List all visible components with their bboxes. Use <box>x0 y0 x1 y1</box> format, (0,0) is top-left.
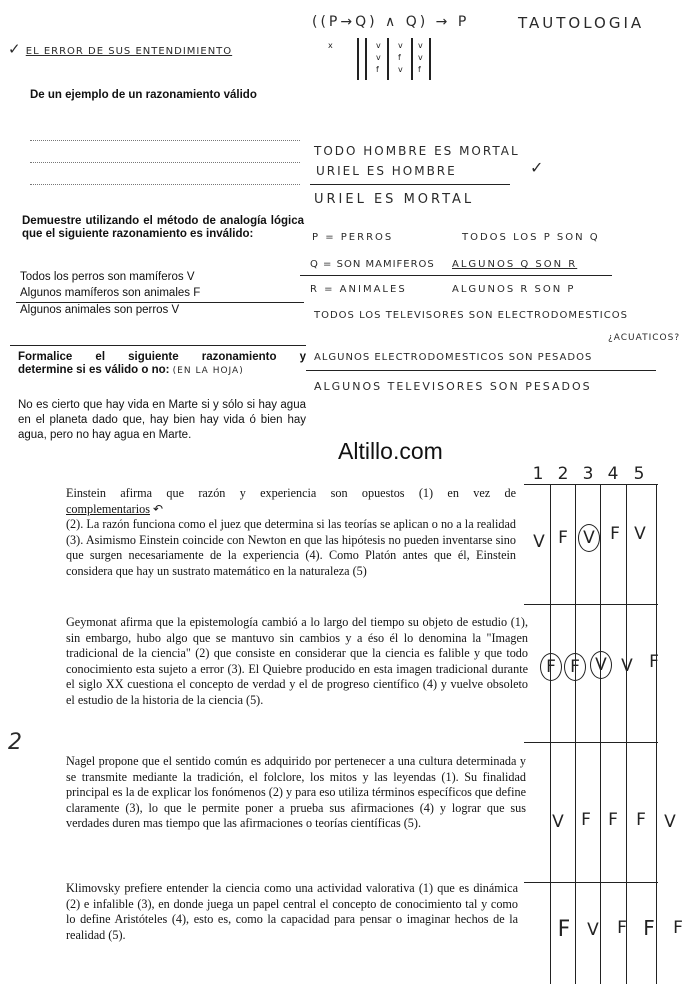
header-scribble: ✓ EL ERROR DE SUS ENTENDIMIENTO <box>8 40 233 58</box>
grid-rule <box>550 484 551 984</box>
svg-text:f: f <box>398 53 401 62</box>
q2-form1: TODOS LOS P SON Q <box>462 232 600 243</box>
column-header: 1 <box>532 464 544 484</box>
answer-cell: F <box>673 918 683 938</box>
q3-hand-note: (EN LA HOJA) <box>172 366 244 376</box>
answer-cell: V <box>552 812 564 832</box>
grid-rule <box>524 882 658 883</box>
watermark: Altillo.com <box>338 438 443 464</box>
q2-form2: ALGUNOS Q SON R <box>452 259 578 270</box>
q1-answer-line <box>30 162 300 163</box>
q2-conclusion: Algunos animales son perros V <box>20 304 180 316</box>
svg-text:f: f <box>376 65 379 74</box>
q2-def-r: R = ANIMALES <box>310 284 407 295</box>
q3-prompt: Formalice el siguiente razonamiento y determine si es válido o no: (EN LA HOJA) <box>18 351 306 376</box>
statement-einstein: Einstein afirma que razón y experiencia son opuestos (1) en vez de complementarios ↶ (2). La razón funciona como el juez que determina si las teorías se aplican o no a la realidad (3). Asimismo Einstein coincide con Newton en que las hipótesis no pueden inventarse sino que surgen necesariamente de la experiencia (4). Como Platón antes que él, Einstein considera que hay un sustrato matemático en la naturaleza (5) <box>66 486 516 578</box>
svg-text:v: v <box>376 41 381 50</box>
answer-cell: F <box>558 528 568 548</box>
answer-cell: F <box>608 810 618 830</box>
grid-rule <box>524 484 658 485</box>
svg-text:v: v <box>398 65 403 74</box>
q1-hand-underline <box>310 184 510 185</box>
arrow-icon: ↶ <box>152 501 164 516</box>
answer-cell: F <box>540 653 562 681</box>
q2-def-q: Q = SON MAMIFEROS <box>310 259 435 270</box>
answer-cell: F <box>557 917 571 942</box>
answer-cell: V <box>634 524 646 544</box>
grid-rule <box>524 742 658 743</box>
q2-analogy2: ALGUNOS ELECTRODOMESTICOS SON PESADOS <box>314 352 593 363</box>
svg-text:v: v <box>376 53 381 62</box>
svg-text:v: v <box>398 41 403 50</box>
answer-cell: F <box>636 810 646 830</box>
statement-nagel: Nagel propone que el sentido común es adquirido por pertenecer a una cultura determinada y se transmite mediante la tradición, el folclore, los mitos y las leyendas (1). Su finalidad principal es la de explicar los fonómenos (2) y para eso utiliza términos específicos que define claramente (3), lo que le permite poner a prueba sus afirmaciones (4) y lograr que sus verdades duren mas tiempo que las afirmaciones o teorías científicas (5). <box>66 754 526 831</box>
answer-cell: F <box>649 652 659 672</box>
q2-analogy1: TODOS LOS TELEVISORES SON ELECTRODOMESTICOS <box>314 310 628 321</box>
header-tautology: TAUTOLOGIA <box>518 14 645 32</box>
grid-rule <box>656 484 657 984</box>
answer-cell: V <box>621 656 633 676</box>
q2-premise2: Algunos mamíferos son animales F <box>20 287 201 299</box>
q1-hand-conclusion: URIEL ES MORTAL <box>314 192 475 207</box>
grid-rule <box>575 484 576 984</box>
answer-cell: F <box>610 524 620 544</box>
q2-analogy1-note: ¿ACUATICOS? <box>608 333 681 343</box>
q3-top-rule <box>10 345 306 346</box>
answer-cell: F <box>581 810 591 830</box>
checkmark-icon: ✓ <box>530 158 546 177</box>
checkmark-icon: ✓ <box>8 40 22 58</box>
svg-text:v: v <box>418 41 423 50</box>
svg-text:x: x <box>328 41 333 50</box>
q2-prompt: Demuestre utilizando el método de analogía lógica que el siguiente razonamiento es inválido: <box>22 215 304 240</box>
q2-def-p: P = PERROS <box>312 232 394 243</box>
margin-mark: 2 <box>8 730 25 755</box>
column-header: 5 <box>633 464 645 484</box>
q2-analogy3: ALGUNOS TELEVISORES SON PESADOS <box>314 380 592 393</box>
q1-prompt: De un ejemplo de un razonamiento válido <box>30 89 257 101</box>
column-header: 4 <box>607 464 619 484</box>
answer-cell: F <box>617 918 627 938</box>
column-header: 3 <box>582 464 594 484</box>
svg-text:v: v <box>418 53 423 62</box>
q2-conclusion-rule <box>16 302 304 303</box>
grid-rule <box>626 484 627 984</box>
q2-form3: ALGUNOS R SON P <box>452 284 576 295</box>
q1-hand-premise2: URIEL ES HOMBRE <box>316 164 457 178</box>
answer-cell: V <box>590 651 612 679</box>
answer-cell: V <box>533 532 545 552</box>
statement-klimovsky: Klimovsky prefiere entender la ciencia como una actividad valorativa (1) que es dinámica (2) e infalible (3), en donde juega un papel central el concepto de conocimiento tal y como lo define Aristóteles (4), esto es, como la capacidad para pensar o imaginar hechos de la realidad (5). <box>66 881 518 942</box>
grid-rule <box>600 484 601 984</box>
answer-cell: F <box>643 916 655 940</box>
column-header: 2 <box>557 464 569 484</box>
q1-answer-line <box>30 140 300 141</box>
answer-cell: V <box>664 812 676 832</box>
statement-geymonat: Geymonat afirma que la epistemología cambió a lo largo del tiempo su objeto de estudio (1), sin embargo, hubo algo que se mantuvo sin cambios y a éso él lo denomina la "Imagen tradicional de la ciencia" (2) que consiste en considerar que la ciencia es falible y que todo conocimiento esta sujeto a error (3). El Quiebre producido en esta imagen tradicional durante el siglo XX cuestiona el concepto de verdad y el de progreso científico (4) y vuelve obsoleto el estudio de la historia de la ciencia (5). <box>66 615 528 707</box>
grid-rule <box>524 604 658 605</box>
answer-cell: V <box>587 920 599 940</box>
q1-answer-line <box>30 184 300 185</box>
answer-cell: F <box>564 653 586 681</box>
svg-text:f: f <box>418 65 421 74</box>
header-formula: ((P→Q) ∧ Q) → P <box>312 14 470 30</box>
q3-body: No es cierto que hay vida en Marte si y sólo si hay agua en el planeta dado que, hay bien hay vida ó bien hay agua, pero no hay agua en Marte. <box>18 399 306 441</box>
q2-premise1: Todos los perros son mamíferos V <box>20 271 195 283</box>
truth-table-sketch <box>318 34 438 84</box>
answer-cell: V <box>578 524 600 552</box>
q2-forms-rule <box>300 275 612 276</box>
q1-hand-premise1: TODO HOMBRE ES MORTAL <box>314 144 520 158</box>
q2-analogy-rule <box>306 370 656 371</box>
